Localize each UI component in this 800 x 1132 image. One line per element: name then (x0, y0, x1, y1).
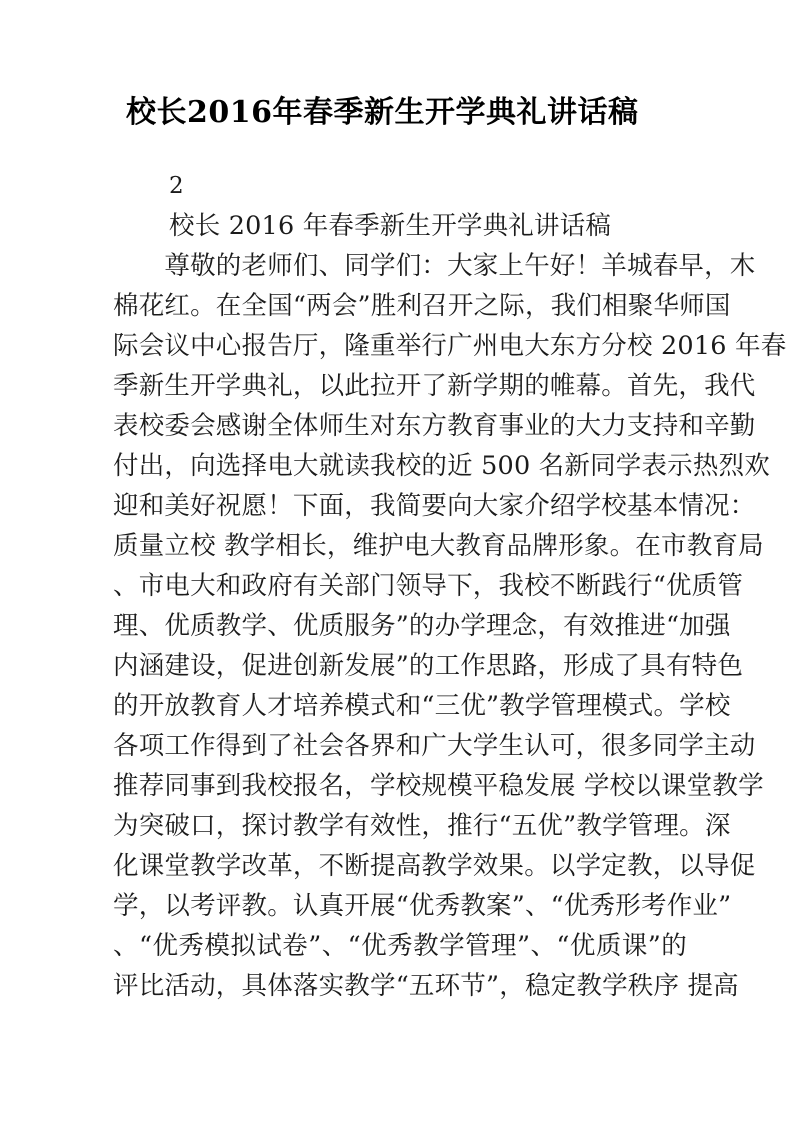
document-subtitle: 校长 2016 年春季新生开学典礼讲话稿 (169, 211, 612, 241)
body-line: 、“优秀模拟试卷”、“优秀教学管理”、“优质课”的 (113, 931, 687, 961)
page-title: 校长2016年春季新生开学典礼讲话稿 (126, 95, 639, 130)
body-line: 内涵建设，促进创新发展”的工作思路，形成了具有特色 (113, 651, 744, 681)
body-line: 际会议中心报告厅，隆重举行广州电大东方分校 2016 年春 (113, 331, 787, 361)
body-line: 学，以考评教。认真开展“优秀教案”、“优秀形考作业” (113, 891, 732, 921)
body-line: 推荐同事到我校报名，学校规模平稳发展 学校以课堂教学 (113, 771, 764, 801)
body-line: 尊敬的老师们、同学们：大家上午好！羊城春早，木 (113, 251, 756, 281)
body-line: 各项工作得到了社会各界和广大学生认可，很多同学主动 (113, 731, 756, 761)
body-line: 为突破口，探讨教学有效性，推行“五优”教学管理。深 (113, 811, 731, 841)
body-line: 评比活动，具体落实教学“五环节”，稳定教学秩序 提高 (113, 971, 739, 1001)
body-line: 迎和美好祝愿！下面，我简要向大家介绍学校基本情况： (113, 491, 756, 521)
body-line: 表校委会感谢全体师生对东方教育事业的大力支持和辛勤 (113, 411, 756, 441)
document-body (113, 166, 787, 1006)
body-line: 的开放教育人才培养模式和“三优”教学管理模式。学校 (113, 691, 731, 721)
body-line: 理、优质教学、优质服务”的办学理念，有效推进“加强 (113, 611, 731, 641)
body-line: 、市电大和政府有关部门领导下，我校不断践行“优质管 (113, 571, 744, 601)
page-number-marker: 2 (169, 173, 184, 199)
body-line: 质量立校 教学相长，维护电大教育品牌形象。在市教育局 (113, 531, 764, 561)
body-line: 付出，向选择电大就读我校的近 500 名新同学表示热烈欢 (113, 451, 770, 481)
body-line: 化课堂教学改革，不断提高教学效果。以学定教，以导促 (113, 851, 756, 881)
body-line: 棉花红。在全国“两会”胜利召开之际，我们相聚华师国 (113, 291, 731, 321)
body-line: 季新生开学典礼，以此拉开了新学期的帷幕。首先，我代 (113, 371, 756, 401)
